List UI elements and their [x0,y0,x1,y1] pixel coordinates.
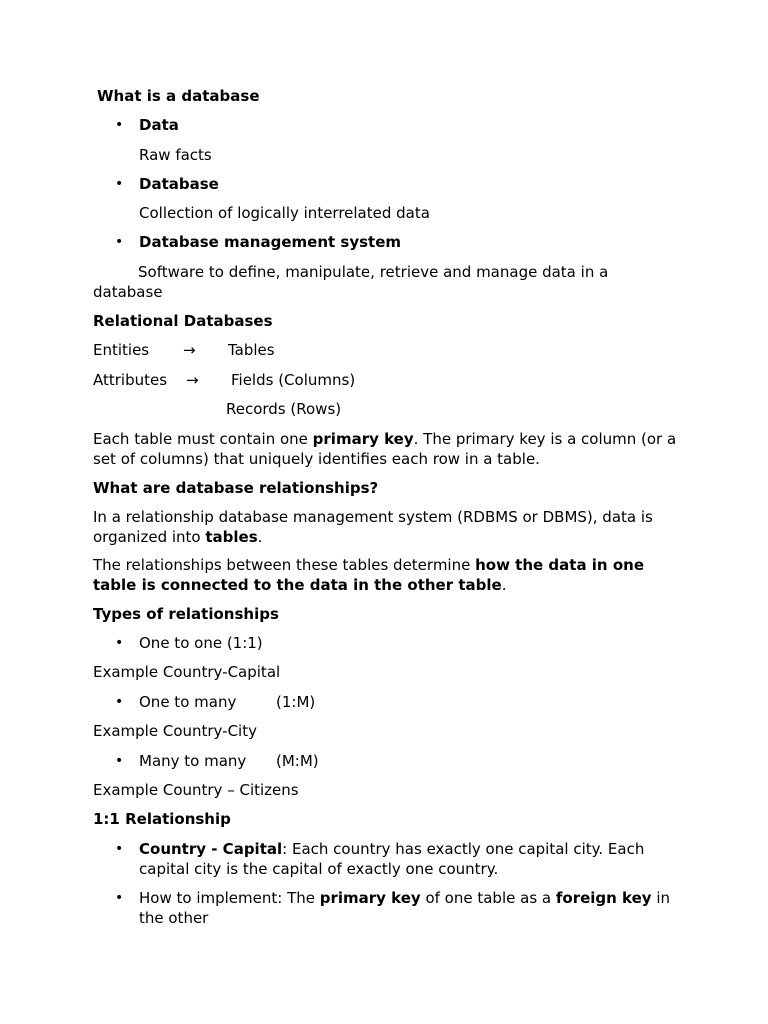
type-one-to-one: One to one (1:1) [139,634,263,652]
desc-data: Raw facts [139,146,212,164]
type-notation: (M:M) [276,752,319,770]
bullet-glyph: • [115,635,124,651]
primary-key-paragraph [93,429,683,469]
bullet2-text: How to implement: The [139,889,320,907]
example-one-to-many: Example Country-City [93,722,257,740]
type-many-to-many [139,751,679,771]
one-to-one-bullet2 [139,888,679,928]
mapping-left: Entities [93,341,150,359]
desc-dbms-line1: Software to define, manipulate, retrieve and manage data in a [138,263,609,281]
para2-text: The relationships between these tables determine [93,556,476,574]
relationships-para1 [93,507,683,547]
mapping-right: Fields (Columns) [231,371,356,389]
mapping-left: Attributes [93,371,168,389]
para1-text: In a relationship database management system (RDBMS or DBMS), data is organized into [93,508,653,546]
bullet2-mid: of one table as a [420,889,556,907]
bullet-glyph: • [115,694,124,710]
one-to-one-bullet1 [139,839,679,879]
relationships-heading: What are database relationships? [93,479,379,497]
bullet-glyph: • [115,176,124,192]
desc-dbms-line2: database [93,283,163,301]
arrow-right-icon: → [183,341,196,359]
bullet2-end: in the other [139,889,671,927]
mapping-right: Tables [228,341,275,359]
para1-bold: tables [205,528,258,546]
bullet2-bold-pk: primary key [319,889,421,907]
para2-end: . [501,576,507,594]
mapping-row-entities [93,340,683,360]
bullet1-text: : Each country has exactly one capital city. Each capital city is the capital of exactly one country. [139,840,645,878]
bullet-glyph: • [115,117,124,133]
page-title: What is a database [97,87,260,105]
arrow-right-icon: → [186,371,199,389]
desc-database: Collection of logically interrelated data [139,204,430,222]
term-data: Data [139,116,179,134]
example-one-to-one: Example Country-Capital [93,663,281,681]
bullet2-bold-fk: foreign key [555,889,652,907]
pk-text: Each table must contain one [93,430,313,448]
example-many-to-many: Example Country – Citizens [93,781,299,799]
para2-bold: how the data in one table is connected to the data in the other table [93,556,644,594]
records-rows: Records (Rows) [226,400,342,418]
bullet-glyph: • [115,234,124,250]
relational-heading: Relational Databases [93,312,273,330]
relationships-para2 [93,555,683,595]
types-heading: Types of relationships [93,605,279,623]
term-database: Database [139,175,219,193]
type-label: Many to many [139,752,247,770]
para1-end: . [257,528,263,546]
type-label: One to many [139,693,237,711]
mapping-row-attributes [93,370,683,390]
bullet-glyph: • [115,753,124,769]
pk-text-rest: . The primary key is a column (or a set of columns) that uniquely identifies each row in a table. [93,430,677,468]
bullet-glyph: • [115,841,124,857]
type-one-to-many [139,692,679,712]
type-notation: (1:M) [276,693,316,711]
term-dbms: Database management system [139,233,401,251]
one-to-one-heading: 1:1 Relationship [93,810,231,828]
bullet1-bold: Country - Capital [139,840,283,858]
bullet-glyph: • [115,890,124,906]
pk-bold: primary key [312,430,414,448]
